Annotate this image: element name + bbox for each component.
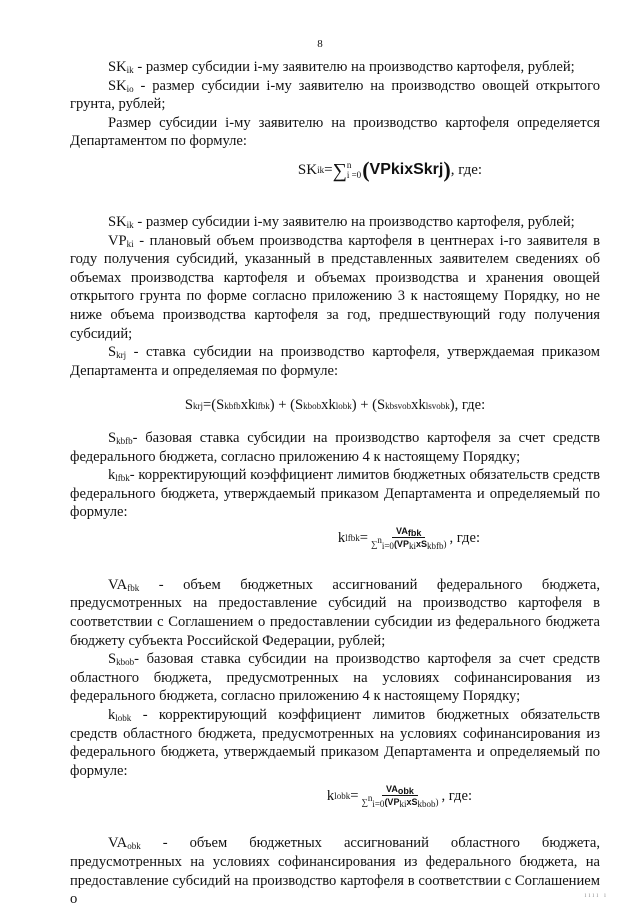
formula-k-lfbk: k lfbk = $\frac{VA_{fbk}}{\sum^n_{i=0}(VP_{ki}xS_{kbfb})}$ , где: (337, 525, 480, 551)
scan-mark: ıııı ı (584, 891, 608, 899)
formula-k-lobk: k lobk = $\frac{VA_{obk}}{\sum^n_{i=0}(VP_{ki}xS_{kbob})}$ , где: (326, 784, 472, 810)
paragraph-s-kbob: $S_{kbob}-$ базовая ставка субсидии на производство картофеля за счет средств областного бюджета, предусмотренных на условиях софинансирования из федерального бюджета, согласно приложению 4 к настоящему Порядку; (70, 651, 600, 705)
paragraph-vp-ki: $VP_{ki}$ - плановый объем производства картофеля в центнерах i-го заявителя в году получения субсидий, указанный в представленных заявителем сведениях об объемах производства картофеля и объемах производства и хранения овощей открытого грунта по форме согласно приложению 3 к настоящему Порядку, но не ниже объема производства картофеля за год, предшествующий году получения субсидий; (70, 232, 600, 342)
formula-sk-ik: SK ik = ∑ n i =0 ( VP ki x S krj ) , где: (297, 156, 483, 182)
fraction-k-lobk: $\frac{VA_{obk}}{\sum^n_{i=0}(VP_{ki}xS_{kbob})}$ (361, 784, 439, 810)
paragraph-formula-intro: Размер субсидии i-му заявителю на производство картофеля определяется Департаментом по формуле: (70, 114, 600, 150)
page-number: 8 (317, 38, 323, 50)
paragraph-va-obk: $VA_{obk}$ - объем бюджетных ассигнований областного бюджета, предусмотренных на условиях софинансирования из федерального бюджета, на предоставление субсидий на производство картофеля в соответствии с Соглашением о (70, 835, 600, 908)
document-body (70, 58, 600, 909)
paragraph-k-lobk: $k_{lobk}$ - корректирующий коэффициент лимитов бюджетных обязательств средств областного бюджета, предусмотренных на условиях софинансирования из федерального бюджета, утверждаемый приказом Департамента и определяемый по формуле: (70, 707, 600, 779)
fraction-k-lfbk: $\frac{VA_{fbk}}{\sum^n_{i=0}(VP_{ki}xS_{kbfb})}$ (370, 525, 447, 551)
paragraph-va-fbk: $VA_{fbk}$ - объем бюджетных ассигнований федерального бюджета, предусмотренных на предоставление субсидий на производство картофеля в соответствии с Соглашением о предоставлении субсидии из федерального бюджета бюджету субъекта Российской Федерации, рублей; (70, 576, 600, 649)
paragraph-sk-io: $SK_{io}$ - размер субсидии i-му заявителю на производство овощей открытого грунта, рублей; (70, 77, 600, 113)
paragraph-s-kbfb: $S_{kbfb}-$ базовая ставка субсидии на производство картофеля за счет средств федерального бюджета, согласно приложению 4 к настоящему Порядку; (70, 429, 600, 465)
paragraph-k-lfbk: $k_{lfbk}-$ корректирующий коэффициент лимитов бюджетных обязательств средств федерального бюджета, утверждаемый приказом Департамента и определяемый по формуле: (70, 467, 600, 521)
paragraph-s-krj: $S_{krj}$ - ставка субсидии на производство картофеля, утверждаемая приказом Департамента и определяемая по формуле: (70, 344, 600, 379)
formula-s-krj: S krj =( S kbfb xk lfbk ) + ( S kbob xk lobk ) + ( S kbsvob xk lsvobk ), где: (184, 397, 486, 414)
paragraph-sk-ik-def: $SK_{ik}$ - размер субсидии i-му заявителю на производство картофеля, рублей; (108, 213, 575, 230)
paragraph-sk-ik: $SK_{ik}$ - размер субсидии i-му заявителю на производство картофеля, рублей; (108, 59, 575, 75)
